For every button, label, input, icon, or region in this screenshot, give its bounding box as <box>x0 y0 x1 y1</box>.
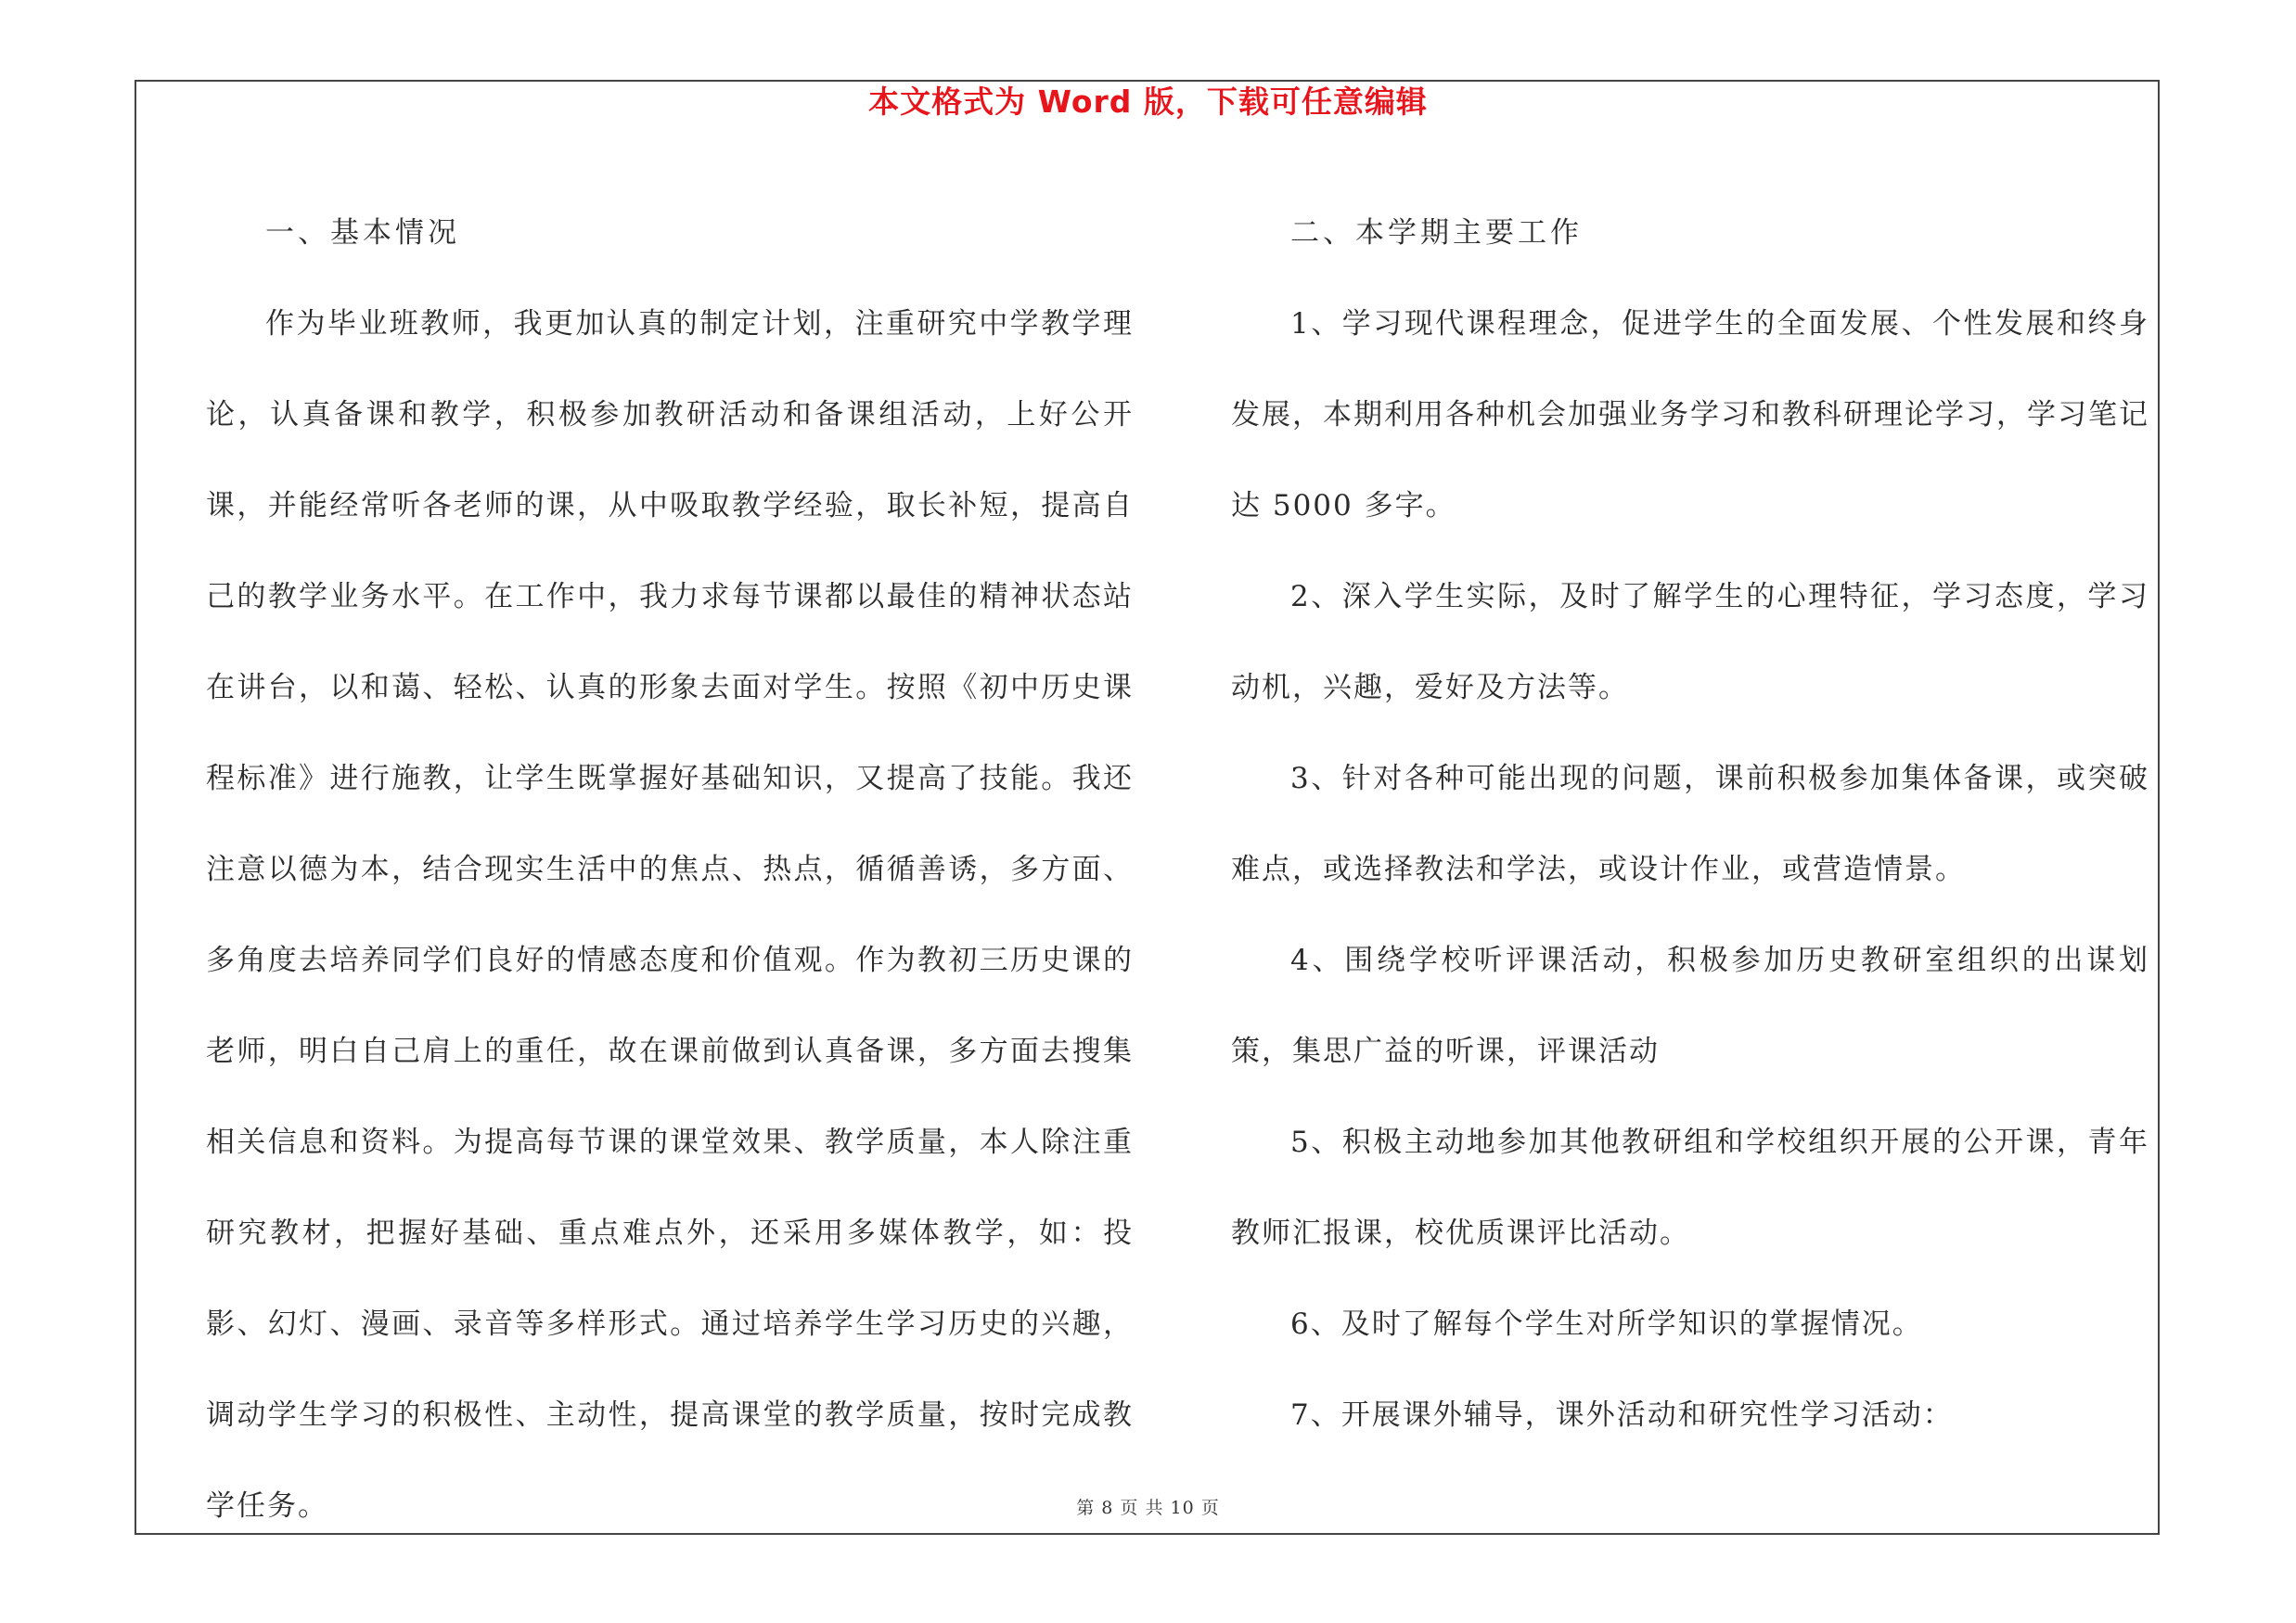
section-heading-basic-situation: 一、基本情况 <box>265 216 460 250</box>
work-item-6: 6、及时了解每个学生对所学知识的掌握情况。 <box>1290 1307 1923 1341</box>
work-item-3: 3、针对各种可能出现的问题，课前积极参加集体备课，或突破难点，或选择教法和学法，或设计作业，或营造情景。 <box>1231 762 2149 886</box>
work-item-7: 7、开展课外辅导，课外活动和研究性学习活动： <box>1290 1398 1954 1432</box>
left-column <box>206 187 1134 1552</box>
basic-situation-paragraph: 作为毕业班教师，我更加认真的制定计划，注重研究中学教学理论，认真备课和教学，积极参加教研活动和备课组活动，上好公开课，并能经常听各老师的课，从中吸取教学经验，取长补短，提高自己的教学业务水平。在工作中，我力求每节课都以最佳的精神状态站在讲台，以和蔼、轻松、认真的形象去面对学生。按照《初中历史课程标准》进行施教，让学生既掌握好基础知识，又提高了技能。我还注意以德为本，结合现实生活中的焦点、热点，循循善诱，多方面、多角度去培养同学们良好的情感态度和价值观。作为教初三历史课的老师，明白自己肩上的重任，故在课前做到认真备课，多方面去搜集相关信息和资料。为提高每节课的课堂效果、教学质量，本人除注重研究教材，把握好基础、重点难点外，还采用多媒体教学，如：投影、幻灯、漫画、录音等多样形式。通过培养学生学习历史的兴趣，调动学生学习的积极性、主动性，提高课堂的教学质量，按时完成教学任务。 <box>206 307 1134 1523</box>
right-column <box>1231 187 2149 1461</box>
work-item-1: 1、学习现代课程理念，促进学生的全面发展、个性发展和终身发展，本期利用各种机会加强业务学习和教科研理论学习，学习笔记达 5000 多字。 <box>1231 307 2149 522</box>
page-number-footer: 第 8 页 共 10 页 <box>1076 1498 1220 1518</box>
format-notice-banner: 本文格式为 Word 版，下载可任意编辑 <box>868 84 1428 120</box>
work-item-2: 2、深入学生实际，及时了解学生的心理特征，学习态度，学习动机，兴趣，爱好及方法等。 <box>1231 580 2149 704</box>
work-item-5: 5、积极主动地参加其他教研组和学校组织开展的公开课，青年教师汇报课，校优质课评比活动。 <box>1231 1126 2149 1250</box>
section-heading-main-work: 二、本学期主要工作 <box>1290 216 1583 250</box>
work-item-4: 4、围绕学校听评课活动，积极参加历史教研室组织的出谋划策，集思广益的听课，评课活动 <box>1231 944 2149 1068</box>
